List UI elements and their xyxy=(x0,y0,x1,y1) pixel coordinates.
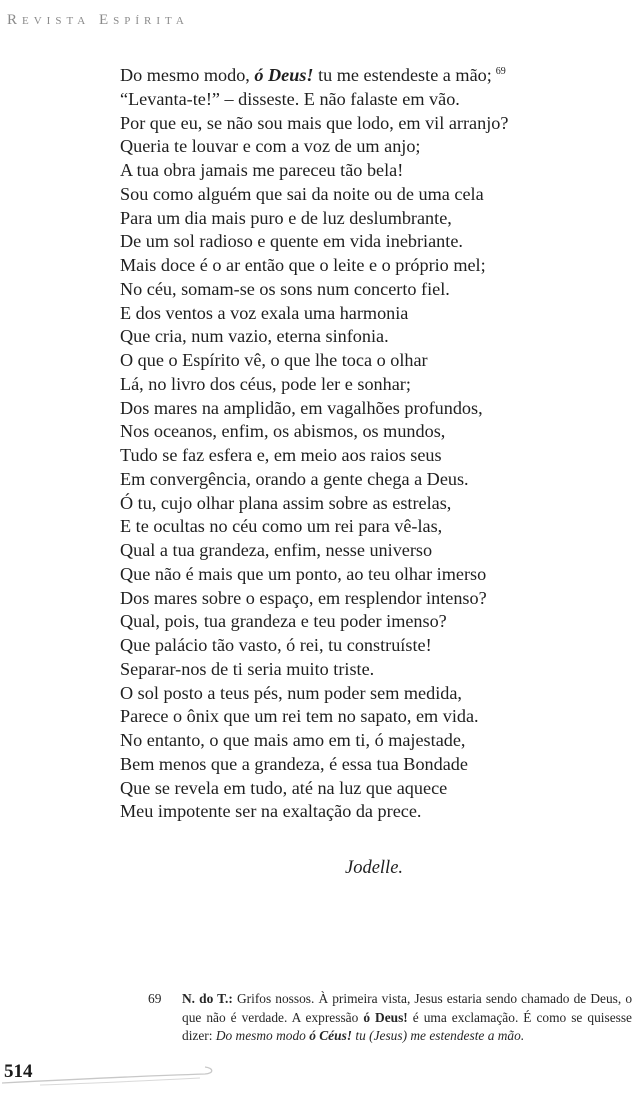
footnote-number: 69 xyxy=(148,991,162,1006)
running-head: Revista Espírita xyxy=(7,12,189,28)
poem-line: Ó tu, cujo olhar plana assim sobre as estrelas, xyxy=(120,492,452,513)
poem-line: O sol posto a teus pés, num poder sem medida, xyxy=(120,682,462,703)
poem-line: Parece o ônix que um rei tem no sapato, em vida. xyxy=(120,706,479,727)
footnote-quote xyxy=(216,1028,524,1043)
poem-line: Que se revela em tudo, até na luz que aquece xyxy=(120,777,448,798)
signature: Jodelle. xyxy=(345,858,404,878)
poem-line: Qual, pois, tua grandeza e teu poder imenso? xyxy=(120,611,447,632)
poem xyxy=(120,60,600,824)
footnote-reference[interactable]: 69 xyxy=(495,66,506,77)
footnote-label: N. do T.: xyxy=(182,991,233,1006)
poem-line-1 xyxy=(120,60,600,88)
poem-line: Sou como alguém que sai da noite ou de uma cela xyxy=(120,183,484,204)
poem-line: Para um dia mais puro e de luz deslumbrante, xyxy=(120,207,452,228)
poem-line: Bem menos que a grandeza, é essa tua Bondade xyxy=(120,753,468,774)
poem-line: Qual a tua grandeza, enfim, nesse universo xyxy=(120,540,433,560)
poem-line: Tudo se faz esfera e, em meio aos raios seus xyxy=(120,445,442,465)
poem-line: Mais doce é o ar então que o leite e o próprio mel; xyxy=(120,255,486,275)
poem-line: Lá, no livro dos céus, pode ler e sonhar; xyxy=(120,373,411,394)
footnote-emphasis: ó Deus! xyxy=(363,1009,408,1025)
poem-line: Nos oceanos, enfim, os abismos, os mundos, xyxy=(120,421,446,442)
poem-line: Que cria, num vazio, eterna sinfonia. xyxy=(120,326,389,347)
poem-line: No céu, somam-se os sons num concerto fiel. xyxy=(120,278,450,299)
footnote-quote-emphasis: ó Céus! xyxy=(309,1028,352,1043)
poem-line: Dos mares sobre o espaço, em resplendor intenso? xyxy=(120,587,487,608)
footnote-text: é uma exclamação. É como se quisesse dizer: xyxy=(182,1009,633,1043)
poem-line: A tua obra jamais me pareceu tão bela! xyxy=(120,160,404,180)
poem-line-1-pre: Do mesmo modo, xyxy=(120,65,255,85)
footnote-body xyxy=(182,990,632,1046)
footnote xyxy=(148,990,632,1046)
poem-emphasis: ó Deus! xyxy=(254,65,314,85)
poem-line: Que não é mais que um ponto, ao teu olhar imerso xyxy=(120,563,487,584)
poem-line: Em convergência, orando a gente chega a Deus. xyxy=(120,468,469,489)
poem-line: No entanto, o que mais amo em ti, ó majestade, xyxy=(120,730,466,750)
poem-line: Dos mares na amplidão, em vagalhões profundos, xyxy=(120,397,483,418)
page-ornament xyxy=(0,1056,230,1086)
poem-line: E te ocultas no céu como um rei para vê-las, xyxy=(120,516,443,537)
poem-line: Meu impotente ser na exaltação da prece. xyxy=(120,801,422,822)
poem-line: Que palácio tão vasto, ó rei, tu construíste! xyxy=(120,635,432,655)
poem-line: E dos ventos a voz exala uma harmonia xyxy=(120,302,409,323)
footnote-quote-post: tu (Jesus) me estendeste a mão. xyxy=(352,1028,525,1043)
poem-line: Por que eu, se não sou mais que lodo, em vil arranjo? xyxy=(120,112,509,133)
footnote-quote-pre: Do mesmo modo xyxy=(215,1028,310,1043)
page-number: 514 xyxy=(4,1061,33,1082)
poem-line: De um sol radioso e quente em vida inebriante. xyxy=(120,231,463,252)
footnote-text: Grifos nossos. À primeira vista, Jesus estaria sendo chamado de Deus, o que não é verdade. A expressão xyxy=(182,991,633,1025)
poem-line: Queria te louvar e com a voz de um anjo; xyxy=(120,136,421,157)
poem-line: “Levanta-te!” – disseste. E não falaste em vão. xyxy=(120,88,460,109)
poem-line: O que o Espírito vê, o que lhe toca o olhar xyxy=(120,350,428,370)
poem-line: Separar-nos de ti seria muito triste. xyxy=(120,658,375,679)
poem-line-1-post: tu me estendeste a mão; xyxy=(313,65,492,85)
